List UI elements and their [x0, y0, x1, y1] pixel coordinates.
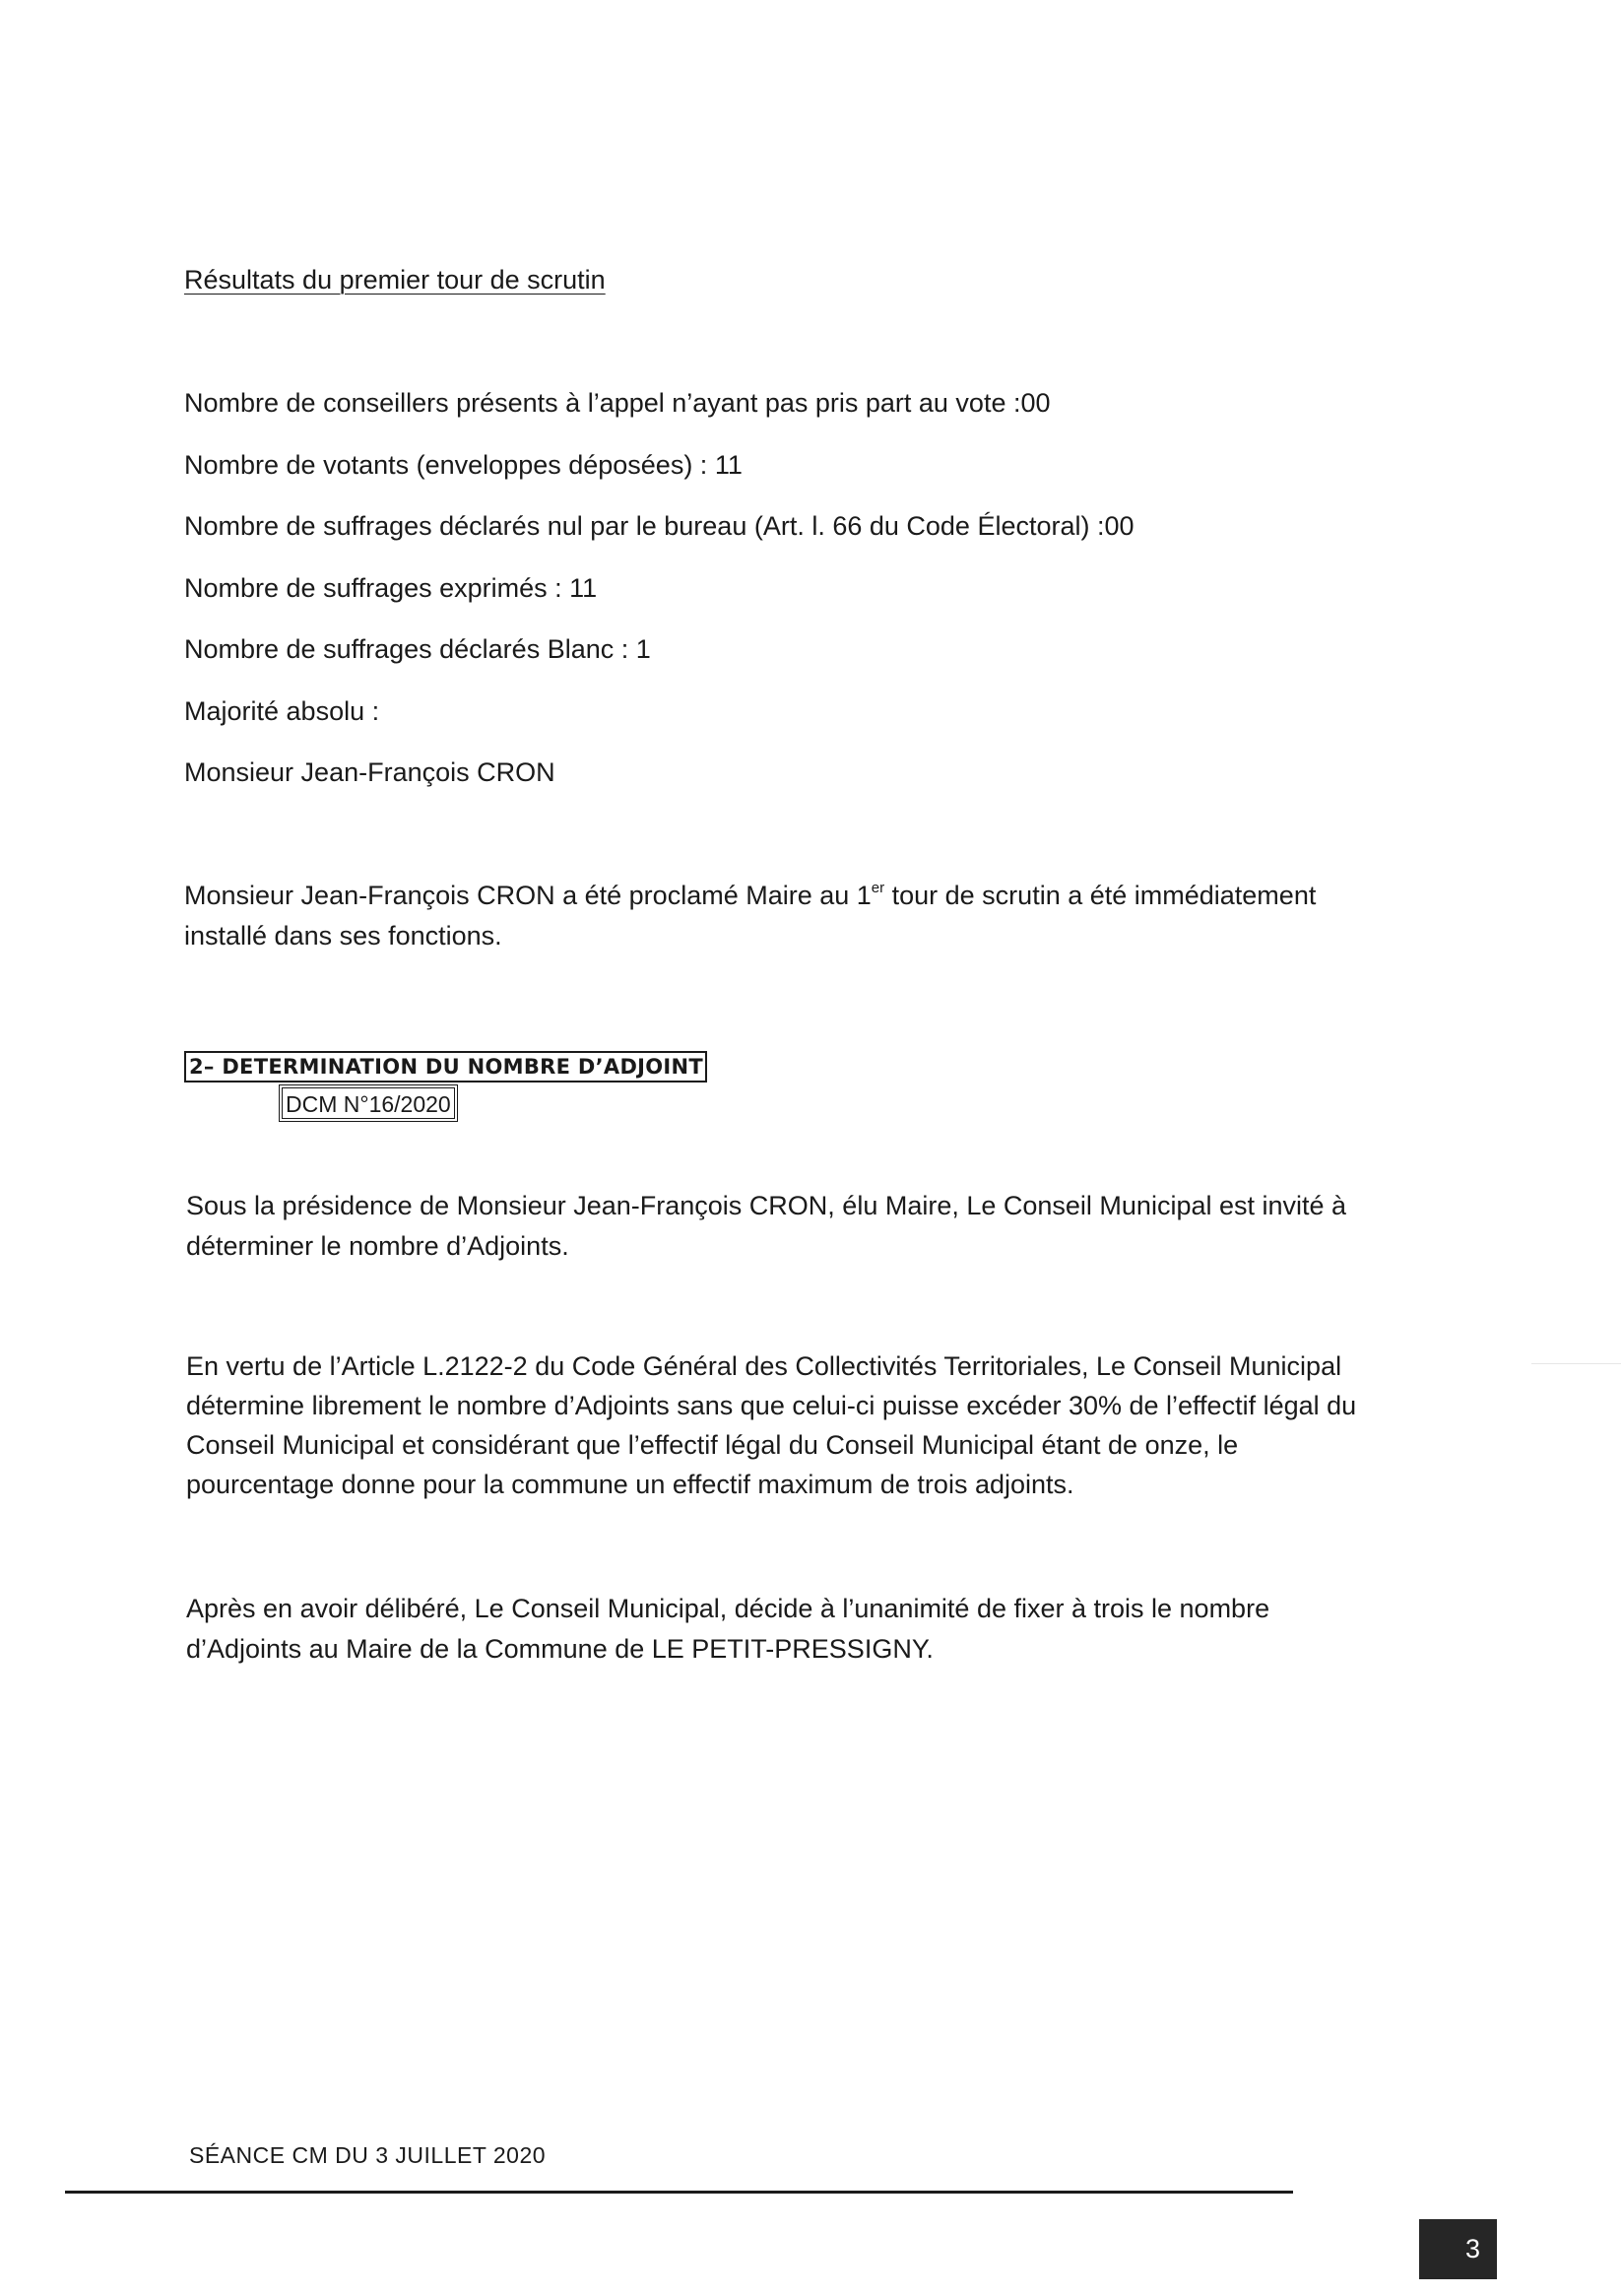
paragraph-decision-line-1: Après en avoir délibéré, Le Conseil Municipal, décide à l’unanimité de fixer à trois le nombre: [186, 1594, 1270, 1623]
result-line-blancs: Nombre de suffrages déclarés Blanc : 1: [184, 634, 651, 664]
paragraph-presidence-line-1: Sous la présidence de Monsieur Jean-François CRON, élu Maire, Le Conseil Municipal est invité à: [186, 1191, 1347, 1220]
result-line-exprimes: Nombre de suffrages exprimés : 11: [184, 573, 598, 603]
proclamation-line-2: installé dans ses fonctions.: [184, 921, 502, 951]
paragraph-article-line-2: détermine librement le nombre d’Adjoints sans que celui-ci puisse excéder 30% de l’effectif légal du: [186, 1391, 1357, 1420]
paragraph-decision-line-2: d’Adjoints au Maire de la Commune de LE PETIT-PRESSIGNY.: [186, 1634, 934, 1664]
proclamation-text-b: tour de scrutin a été immédiatement: [884, 881, 1317, 910]
section-heading-box: [184, 1051, 707, 1082]
result-line-elu: Monsieur Jean-François CRON: [184, 757, 555, 787]
section-heading: 2– DETERMINATION DU NOMBRE D’ADJOINT: [189, 1055, 704, 1079]
page-number-badge: [1419, 2219, 1497, 2279]
dcm-reference-box: [279, 1084, 458, 1122]
proclamation-text-a: Monsieur Jean-François CRON a été proclamé Maire au 1: [184, 881, 872, 910]
paragraph-article-line-1: En vertu de l’Article L.2122-2 du Code Général des Collectivités Territoriales, Le Conseil Municipal: [186, 1351, 1342, 1381]
paragraph-article-line-3: Conseil Municipal et considérant que l’effectif légal du Conseil Municipal étant de onze, le: [186, 1430, 1239, 1460]
proclamation-line-1: [184, 876, 1316, 915]
page-number: 3: [1464, 2234, 1480, 2263]
dcm-reference: DCM N°16/2020: [282, 1087, 455, 1119]
result-line-nuls: Nombre de suffrages déclarés nul par le bureau (Art. l. 66 du Code Électoral) :00: [184, 511, 1135, 541]
results-heading: Résultats du premier tour de scrutin: [184, 265, 606, 295]
result-line-votants: Nombre de votants (enveloppes déposées) : 11: [184, 450, 743, 480]
result-line-absent: Nombre de conseillers présents à l’appel n’ayant pas pris part au vote :00: [184, 388, 1051, 418]
result-line-majorite: Majorité absolu :: [184, 696, 380, 726]
paragraph-presidence-line-2: déterminer le nombre d’Adjoints.: [186, 1231, 569, 1261]
footer-session: SÉANCE CM DU 3 JUILLET 2020: [189, 2142, 547, 2168]
paragraph-article-line-4: pourcentage donne pour la commune un effectif maximum de trois adjoints.: [186, 1470, 1074, 1499]
footer-rule: [65, 2191, 1293, 2194]
scan-artifact: [1531, 1363, 1621, 1364]
proclamation-superscript: er: [871, 880, 885, 896]
